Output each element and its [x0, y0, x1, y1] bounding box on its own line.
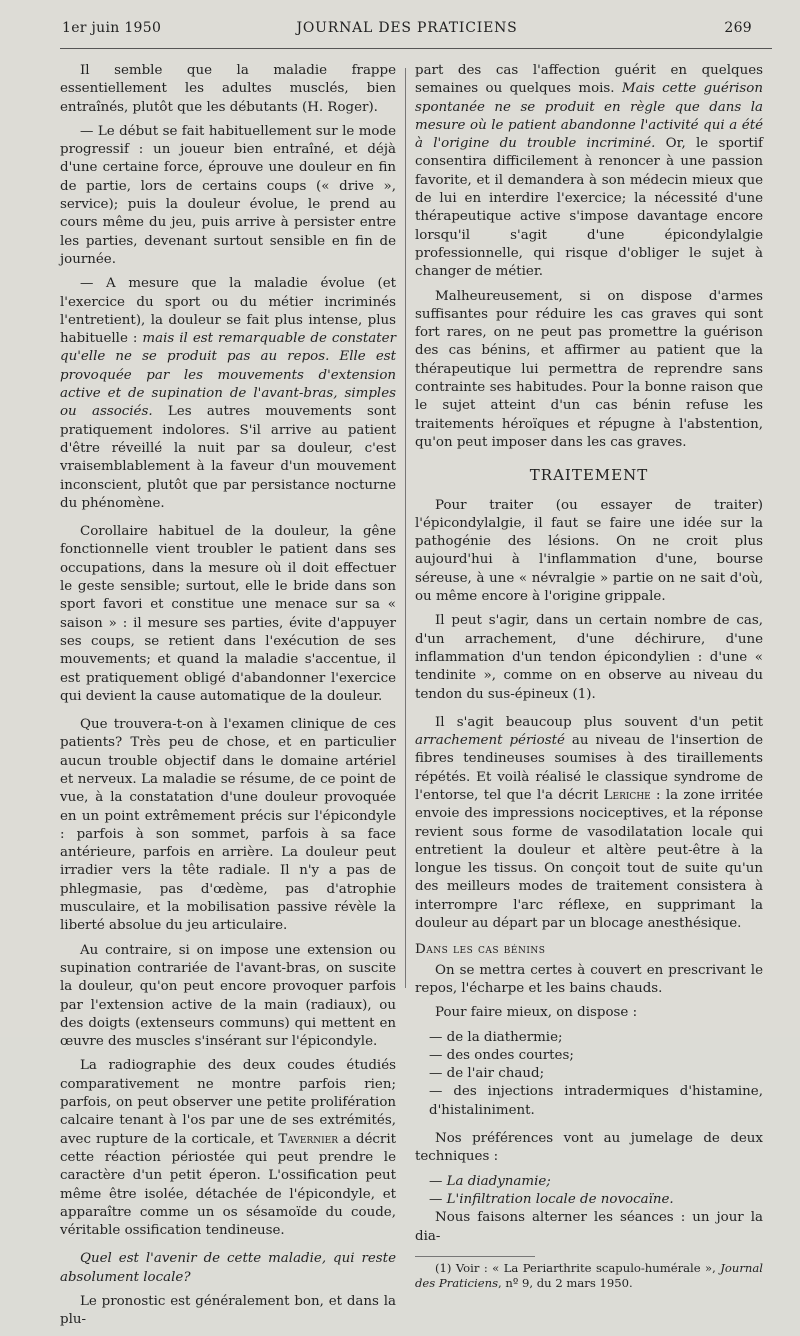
paragraph: — A mesure que la maladie évolue (et l'exercice du sport ou du métier incriminés l'entretient), la douleur se fait plus intense, plus habituelle : mais il est remarquable de constater qu'elle ne se produit pas au repos. Elle est provoquée par les mouvements d'extension active et de supination de l'avant-bras, simples ou associés. Les autres mouvements sont pratiquement indolores. S'il arrive au patient d'être réveillé la nuit par sa douleur, c'est vraisemblablement à la faveur d'un mouvement inconscient, plutôt que par persistance nocturne du phénomène. — [60, 276, 396, 511]
footnote: (1) Voir : « La Periarthrite scapulo-humérale », Journal des Praticiens, nº 9, du 2 mars 1950. — [415, 1260, 763, 1290]
journal-title: JOURNAL DES PRATICIENS — [296, 20, 518, 36]
page-number: 269 — [724, 20, 752, 36]
issue-date: 1er juin 1950 — [62, 20, 162, 36]
paragraph: Que trouvera-t-on à l'examen clinique de ces patients? Très peu de chose, et en particulier aucun trouble objectif dans le domaine artériel et nerveux. La maladie se résume, de ce point de vue, à la constatation d'une douleur provoquée en un point extrêmement précis sur l'épicondyle : parfois à son sommet, parfois à sa face antérieure, parfois en arrière. La douleur peut irradier vers la tête radiale. Il n'y a pas de phlegmasie, pas d'œdème, pas d'atrophie musculaire, et la mobilisation passive révèle la liberté absolue du jeu articulaire. — [60, 717, 396, 934]
list-item: — La diadynamie; — [429, 1173, 763, 1191]
column-separator — [405, 68, 406, 988]
paragraph: part des cas l'affection guérit en quelques semaines ou quelques mois. Mais cette guérison spontanée ne se produit en règle que dans la mesure où le patient abandonne l'activité qui a été à l'origine du trouble incriminé. Or, le sportif consentira difficilement à renoncer à une passion favorite, et il demandera à son médecin mieux que de lui en interdire l'exercice; la nécessité d'une thérapeutique active s'impose davantage encore lorsqu'il s'agit d'une épicondylalgie professionnelle, qui risque d'obliger le sujet à changer de métier. — [415, 63, 763, 280]
header-rule — [60, 48, 772, 49]
paragraph: — Le début se fait habituellement sur le mode progressif : un joueur bien entraîné, et déjà d'une certaine force, éprouve une douleur en fin de partie, lors de certains coups (« drive », service); puis la douleur évolue, le prend au cours même du jeu, puis arrive à persister entre les parties, devenant surtout sensible en fin de journée. — [60, 123, 396, 267]
paragraph: Nos préférences vont au jumelage de deux techniques : — [415, 1131, 763, 1165]
paragraph: Il s'agit beaucoup plus souvent d'un petit arrachement périosté au niveau de l'insertion de fibres tendineuses soumises à des tiraillements répétés. Et voilà réalisé le classique syndrome de l'entorse, tel que l'a décrit Leriche : la zone irritée envoie des impressions nociceptives, et la réponse revient sous forme de vasodilatation locale qui entretient la douleur et altère peut-être à la longue les tissus. On conçoit tout de suite qu'un des meilleurs modes de traitement consistera à interrompre l'arc réflexe, en supprimant la douleur au départ par un blocage anesthésique. — [415, 714, 763, 932]
section-title: TRAITEMENT — [529, 466, 649, 485]
paragraph: Le pronostic est généralement bon, et dans la plu- — [60, 1294, 396, 1328]
paragraph: Au contraire, si on impose une extension ou supination contrariée de l'avant-bras, on suscite la douleur, qu'on peut encore provoquer parfois par l'extension active de la main (radiaux), ou des doigts (extenseurs communs) qui mettent en œuvre des muscles s'insérant sur l'épicondyle. — [60, 942, 396, 1050]
paragraph: Nous faisons alterner les séances : un jour la dia- — [415, 1210, 763, 1244]
treatment-list — [415, 1029, 763, 1120]
left-column — [60, 62, 396, 1336]
paragraph: Pour traiter (ou essayer de traiter) l'épicondylalgie, il faut se faire une idée sur la pathogénie des lésions. On ne croit plus aujourd'hui à l'inflammation d'une, bourse séreuse, à une « névralgie » partie on ne sait d'où, ou même encore à l'origine grippale. — [415, 497, 763, 605]
list-item: — de l'air chaud; — [429, 1065, 763, 1083]
paragraph: Il peut s'agir, dans un certain nombre de cas, d'un arrachement, d'une déchirure, d'une inflammation d'un tendon épicondylien : d'une « tendinite », comme on en observe au niveau du tendon du sus-épineux (1). — [415, 613, 763, 702]
running-header — [62, 20, 752, 44]
paragraph-question: Quel est l'avenir de cette maladie, qui reste absolument locale? — [60, 1251, 396, 1285]
paragraph: Malheureusement, si on dispose d'armes suffisantes pour réduire les cas graves qui sont fort rares, on ne peut pas promettre la guérison des cas bénins, et affirmer au patient que la thérapeutique lui permettra de reprendre sans contrainte ses habitudes. Pour la bonne raison que le sujet atteint d'un cas bénin refuse les traitements héroïques et répugne à l'abstention, qu'on peut imposer dans les cas graves. — [415, 288, 763, 450]
paragraph: On se mettra certes à couvert en prescrivant le repos, l'écharpe et les bains chauds. — [415, 962, 763, 996]
paragraph: Il semble que la maladie frappe essentiellement les adultes musclés, bien entraînés, plutôt que les débutants (H. Roger). — [60, 63, 396, 115]
paragraph: La radiographie des deux coudes étudiés comparativement ne montre parfois rien; parfois, on peut observer une petite prolifération calcaire tenant à l'os par une de ses extrémités, avec rupture de la corticale, et Tavernier a décrit cette réaction périostée qui peut prendre le caractère d'un petit éperon. L'ossification peut même être isolée, détachée de l'épicondyle, et apparaître comme un os sésamoïde du coude, véritable ossification tendineuse. — [60, 1058, 396, 1239]
list-item: — L'infiltration locale de novocaïne. — [429, 1191, 763, 1209]
list-item: — de la diathermie; — [429, 1029, 763, 1047]
paragraph: Corollaire habituel de la douleur, la gêne fonctionnelle vient troubler le patient dans ses occupations, dans la mesure où il doit effectuer le geste sensible; surtout, elle le bride dans son sport favori et constitue une menace sur sa « saison » : il mesure ses parties, évite d'appuyer ses coups, se retient dans l'exécution de ses mouvements; et quand la maladie s'accentue, il est pratiquement obligé d'abandonner l'exercice qui devient la cause automatique de la douleur. — [60, 524, 396, 704]
right-column — [415, 62, 763, 1297]
footnote-rule — [415, 1256, 535, 1257]
paragraph: Pour faire mieux, on dispose : — [435, 1005, 638, 1021]
subsection-title: Dans les cas bénins — [415, 942, 546, 958]
technique-list — [415, 1173, 763, 1210]
list-item: — des injections intradermiques d'histamine, d'histaliniment. — [429, 1083, 763, 1120]
list-item: — des ondes courtes; — [429, 1047, 763, 1065]
